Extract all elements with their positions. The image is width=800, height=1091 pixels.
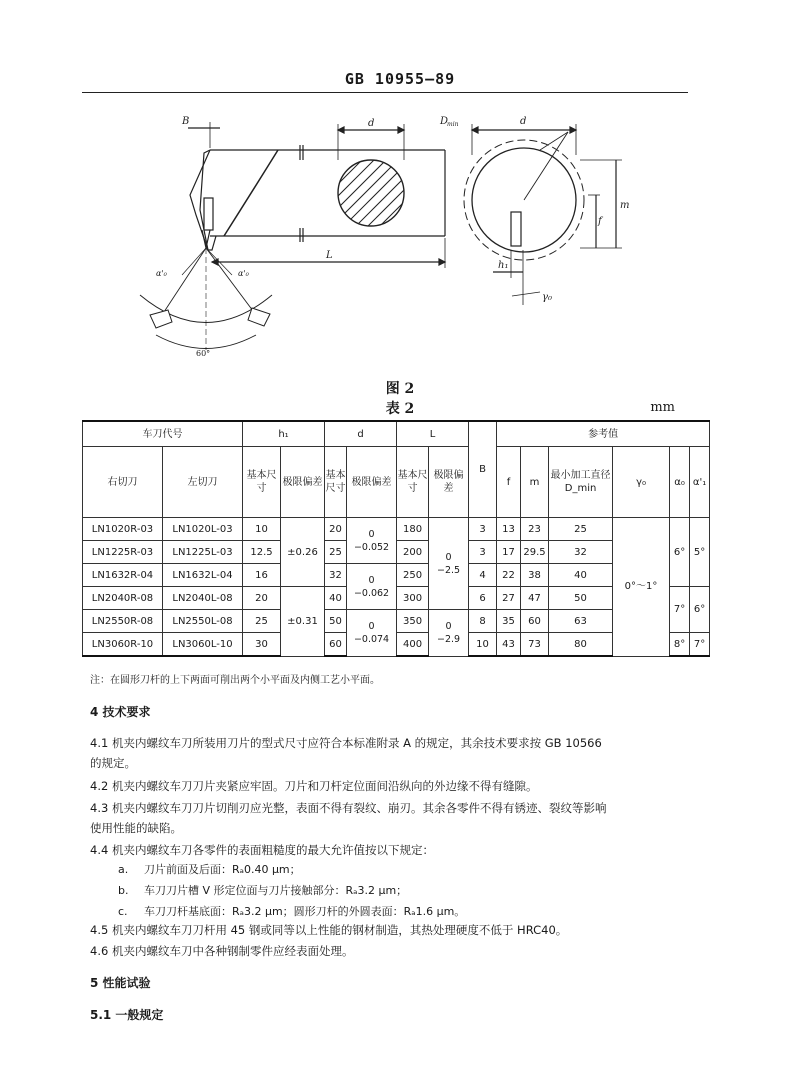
header-left: 左切刀	[163, 447, 243, 518]
cell-b: 4	[469, 564, 497, 587]
para-4-5: 4.5 机夹内螺纹车刀刀杆用 45 钢或同等以上性能的钢材制造，其热处理硬度不低于 HRC40。	[90, 923, 568, 937]
item-b-label: b.	[118, 884, 129, 897]
cell-h1: 10	[243, 518, 281, 541]
cell-b: 3	[469, 518, 497, 541]
para-4-1a: 4.1 机夹内螺纹车刀所装用刀片的型式尺寸应符合本标准附录 A 的规定，其余技术要求按 GB 10566	[90, 736, 602, 750]
cell-m: 29.5	[521, 541, 549, 564]
header-code: 车刀代号	[83, 421, 243, 447]
item-a	[118, 861, 301, 877]
cell-l: 250	[397, 564, 429, 587]
cell-d-tol	[347, 564, 397, 610]
cell-dmin: 80	[549, 633, 613, 657]
cell-alpha1-3: 7°	[690, 633, 710, 657]
item-a-text: 刀片前面及后面：Rₐ0.40 μm；	[144, 863, 301, 876]
cell-m: 60	[521, 610, 549, 633]
cell-dmin: 63	[549, 610, 613, 633]
label-dmin: D	[440, 116, 449, 127]
cell-dmin: 32	[549, 541, 613, 564]
cell-h1: 30	[243, 633, 281, 657]
cell-f: 43	[497, 633, 521, 657]
cell-alpha-1: 6°	[670, 518, 690, 587]
cell-m: 23	[521, 518, 549, 541]
header-h1-basic: 基本尺寸	[243, 447, 281, 518]
cell-h1: 20	[243, 587, 281, 610]
cell-f: 35	[497, 610, 521, 633]
table-header-row-1	[83, 421, 710, 447]
header-dmin: 最小加工直径D_min	[549, 447, 613, 518]
header-l: L	[397, 421, 469, 447]
para-4-1b: 的规定。	[90, 756, 136, 770]
tol-upper: 0	[368, 620, 375, 632]
header-h1: h₁	[243, 421, 325, 447]
cell-b: 6	[469, 587, 497, 610]
header-d-basic: 基本尺寸	[325, 447, 347, 518]
cell-right: LN2040R-08	[83, 587, 163, 610]
header-gamma: γ₀	[613, 447, 670, 518]
item-b	[118, 882, 407, 898]
tol-upper: 0	[445, 620, 452, 632]
header-rule	[82, 92, 688, 93]
cell-right: LN1225R-03	[83, 541, 163, 564]
label-b: B	[182, 116, 190, 127]
label-alpha-right: α'₀	[238, 269, 249, 278]
tol-lower: −0.052	[353, 541, 390, 553]
cell-right: LN1632R-04	[83, 564, 163, 587]
label-f: f	[598, 216, 602, 227]
tol-lower: −2.5	[437, 564, 461, 576]
cell-left: LN2040L-08	[163, 587, 243, 610]
section-5-1-title: 5.1 一般规定	[90, 1008, 164, 1022]
cell-b: 3	[469, 541, 497, 564]
label-d-right: d	[520, 116, 527, 127]
item-b-text: 车刀刀片槽 V 形定位面与刀片接触部分：Rₐ3.2 μm；	[144, 884, 408, 897]
cell-l: 400	[397, 633, 429, 657]
cell-d: 60	[325, 633, 347, 657]
figure-caption: 图 2	[385, 381, 415, 397]
cell-dmin: 25	[549, 518, 613, 541]
cell-alpha1-1: 5°	[690, 518, 710, 587]
tol-lower: −0.062	[353, 587, 390, 599]
cell-l: 180	[397, 518, 429, 541]
tol-lower: −0.074	[353, 633, 390, 645]
tool-drawing	[100, 100, 660, 370]
cell-f: 27	[497, 587, 521, 610]
table-note: 注：在圆形刀杆的上下两面可削出两个小平面及内侧工艺小平面。	[90, 675, 380, 686]
item-c-label: c.	[118, 905, 128, 918]
header-l-basic: 基本尺寸	[397, 447, 429, 518]
table-header-row-2	[83, 447, 710, 518]
tol-upper: 0	[368, 574, 375, 586]
label-dmin-sub: min	[447, 121, 459, 128]
spec-table	[82, 420, 710, 657]
cell-l: 300	[397, 587, 429, 610]
header-alpha1: α'₁	[690, 447, 710, 518]
cell-h1: 25	[243, 610, 281, 633]
label-angle: 60°	[196, 349, 211, 358]
cell-f: 17	[497, 541, 521, 564]
label-h1: h₁	[498, 260, 509, 271]
tol-lower: −2.9	[437, 633, 461, 645]
cell-f: 22	[497, 564, 521, 587]
table-caption: 表 2	[385, 401, 415, 417]
cell-l: 200	[397, 541, 429, 564]
item-c-text: 车刀刀杆基底面：Rₐ3.2 μm；圆形刀杆的外圆表面：Rₐ1.6 μm。	[144, 905, 466, 918]
cell-l-tol	[429, 610, 469, 657]
cell-gamma: 0°～1°	[613, 518, 670, 657]
para-4-3a: 4.3 机夹内螺纹车刀刀片切削刃应光整，表面不得有裂纹、崩刃。其余各零件不得有锈迹、裂纹等影响	[90, 801, 607, 815]
cell-right: LN2550R-08	[83, 610, 163, 633]
cell-d-tol	[347, 518, 397, 564]
cell-m: 38	[521, 564, 549, 587]
page-header-code: GB 10955—89	[344, 70, 456, 88]
header-ref: 参考值	[497, 421, 710, 447]
label-alpha-left: α'₀	[156, 269, 167, 278]
cell-left: LN1225L-03	[163, 541, 243, 564]
cell-m: 73	[521, 633, 549, 657]
item-a-label: a.	[118, 863, 129, 876]
item-c	[118, 903, 465, 919]
table-unit: mm	[650, 400, 675, 415]
cell-left: LN1020L-03	[163, 518, 243, 541]
cell-l: 350	[397, 610, 429, 633]
cell-alpha-3: 8°	[670, 633, 690, 657]
tol-upper: 0	[445, 551, 452, 563]
table-row	[83, 518, 710, 541]
header-b: B	[469, 421, 497, 518]
label-d-left: d	[368, 118, 375, 129]
cell-l-tol	[429, 518, 469, 610]
header-alpha: α₀	[670, 447, 690, 518]
cell-b: 8	[469, 610, 497, 633]
cell-d-tol	[347, 610, 397, 657]
cell-f: 13	[497, 518, 521, 541]
tol-upper: 0	[368, 528, 375, 540]
cell-d: 25	[325, 541, 347, 564]
cell-d: 40	[325, 587, 347, 610]
header-l-limit: 极限偏差	[429, 447, 469, 518]
section-4-title: 4 技术要求	[90, 705, 151, 719]
para-4-4: 4.4 机夹内螺纹车刀各零件的表面粗糙度的最大允许值按以下规定：	[90, 843, 434, 857]
cell-left: LN1632L-04	[163, 564, 243, 587]
header-f: f	[497, 447, 521, 518]
header-d-limit: 极限偏差	[347, 447, 397, 518]
cell-dmin: 40	[549, 564, 613, 587]
cell-h1-tol: ±0.26	[281, 518, 325, 587]
cell-alpha-2: 7°	[670, 587, 690, 633]
cell-right: LN1020R-03	[83, 518, 163, 541]
cell-right: LN3060R-10	[83, 633, 163, 657]
header-d: d	[325, 421, 397, 447]
para-4-6: 4.6 机夹内螺纹车刀中各种钢制零件应经表面处理。	[90, 944, 354, 958]
para-4-3b: 使用性能的缺陷。	[90, 821, 182, 835]
cell-left: LN3060L-10	[163, 633, 243, 657]
label-l: L	[326, 250, 333, 261]
cell-h1: 16	[243, 564, 281, 587]
header-right: 右切刀	[83, 447, 163, 518]
cell-m: 47	[521, 587, 549, 610]
cell-left: LN2550L-08	[163, 610, 243, 633]
cell-d: 20	[325, 518, 347, 541]
cell-b: 10	[469, 633, 497, 657]
cell-h1-tol: ±0.31	[281, 587, 325, 657]
cell-d: 50	[325, 610, 347, 633]
cell-dmin: 50	[549, 587, 613, 610]
header-m: m	[521, 447, 549, 518]
section-5-title: 5 性能试验	[90, 976, 151, 990]
header-h1-limit: 极限偏差	[281, 447, 325, 518]
label-m: m	[620, 200, 630, 211]
cell-h1: 12.5	[243, 541, 281, 564]
cell-alpha1-2: 6°	[690, 587, 710, 633]
label-gamma: γ₀	[542, 292, 552, 303]
para-4-2: 4.2 机夹内螺纹车刀刀片夹紧应牢固。刀片和刀杆定位面间沿纵向的外边缘不得有缝隙。	[90, 779, 538, 793]
cell-d: 32	[325, 564, 347, 587]
